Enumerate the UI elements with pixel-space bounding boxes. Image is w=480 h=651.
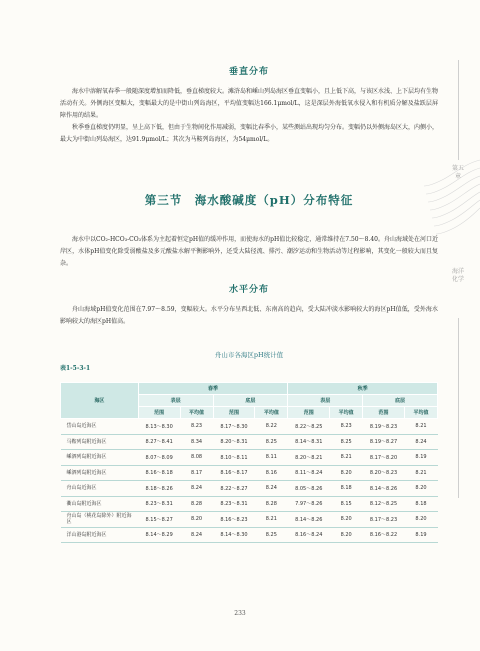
table-cell: 8.18～8.26 (138, 481, 180, 497)
table-row (61, 496, 438, 512)
table-cell: 8.15 (330, 496, 363, 512)
table-cell: 8.25 (255, 434, 288, 450)
wave-decoration (424, 150, 480, 260)
table-cell: 8.12～8.25 (363, 496, 405, 512)
table-row (61, 527, 438, 543)
table-cell-area: 洋山港岛附近海区 (61, 527, 139, 543)
table-cell: 8.22 (255, 419, 288, 435)
table-cell: 8.11～8.24 (288, 465, 330, 481)
table-cell: 8.20～8.23 (363, 465, 405, 481)
table-cell: 8.21 (330, 450, 363, 466)
vertical-distribution-heading: 垂直分布 (228, 67, 269, 77)
table-cell: 8.16 (255, 465, 288, 481)
table-cell: 8.20～8.21 (288, 450, 330, 466)
table-cell: 8.11 (255, 450, 288, 466)
table-cell: 8.23 (330, 419, 363, 435)
table-cell: 8.23～8.31 (138, 496, 180, 512)
horizontal-distribution-heading: 水平分布 (228, 285, 269, 295)
table-cell: 8.18 (404, 496, 437, 512)
header-mean: 平均值 (255, 407, 288, 419)
table-cell: 8.19～8.27 (363, 434, 405, 450)
header-autumn-bottom: 底层 (363, 395, 438, 407)
table-cell: 8.24 (404, 434, 437, 450)
table-cell: 8.20 (330, 465, 363, 481)
vertical-paragraph-2: 秋季垂直梯度仍明显，呈上高下低，但由于生物间化作用减弱，变幅比春季小，某些测站出现均匀分布。变幅仍以外侧海岛区大，内侧小，最大为中街山列岛海区，达91.9μmol/L；其次为马鞍列岛海区，为54μmol/L。 (60, 124, 439, 143)
table-body (61, 419, 438, 543)
table-row (61, 419, 438, 435)
side-divider-bottom (458, 318, 459, 498)
table-row (61, 481, 438, 497)
table-cell: 8.14～8.30 (213, 527, 255, 543)
table-cell: 8.16～8.18 (138, 465, 180, 481)
table-cell: 7.97～8.26 (288, 496, 330, 512)
table-cell-area: 嵊泗列岛附近海区 (61, 465, 139, 481)
header-range: 范围 (363, 407, 405, 419)
table-cell: 8.14～8.26 (363, 481, 405, 497)
header-range: 范围 (213, 407, 255, 419)
table-cell: 8.16～8.23 (213, 512, 255, 528)
table-cell: 8.16～8.17 (213, 465, 255, 481)
vertical-paragraph-1: 海水中溶解氧春季一般随深度增加而降低，垂直梯度较大。滩浒岛和嵊山列岛海区垂直变幅小，且上低下高，与该区水浅、上下层均有生物活动有关。外侧海区变幅大，变幅最大的是中街山列岛海区，平均值变幅达166.1μmol/L，这是深层外海低氧水侵入和有机质分解及盐跃层屏障作用的结果。 (60, 88, 439, 119)
table-cell: 8.19～8.23 (363, 419, 405, 435)
header-mean: 平均值 (330, 407, 363, 419)
main-content (60, 64, 438, 543)
header-area: 海区 (61, 383, 139, 419)
header-spring-bottom: 底层 (213, 395, 288, 407)
table-cell: 8.13～8.30 (138, 419, 180, 435)
table-cell-area: 舟山岛近海区 (61, 481, 139, 497)
table-cell: 8.15～8.27 (138, 512, 180, 528)
header-mean: 平均值 (404, 407, 437, 419)
table-cell: 8.16～8.24 (288, 527, 330, 543)
table-cell: 8.21 (255, 512, 288, 528)
table-cell: 8.24 (255, 481, 288, 497)
table-cell: 8.17～8.30 (213, 419, 255, 435)
table-cell: 8.24 (180, 527, 213, 543)
page-number: 233 (234, 610, 246, 617)
table-cell: 8.20 (404, 481, 437, 497)
table-cell: 8.20 (404, 512, 437, 528)
table-cell: 8.05～8.26 (288, 481, 330, 497)
table-cell-area: 嵊泗列岛附近海区 (61, 450, 139, 466)
table-cell-area: 舟山岛（桃花岛除外）附近海区 (61, 512, 139, 528)
topic-tab: 海洋化学 (452, 268, 465, 283)
table-cell: 8.22～8.27 (213, 481, 255, 497)
table-cell: 8.25 (330, 434, 363, 450)
header-autumn-surface: 表层 (288, 395, 363, 407)
table-cell: 8.08 (180, 450, 213, 466)
table-row (61, 450, 438, 466)
header-spring-surface: 表层 (138, 395, 213, 407)
table-cell: 8.23～8.31 (213, 496, 255, 512)
table-cell: 8.27～8.41 (138, 434, 180, 450)
header-mean: 平均值 (180, 407, 213, 419)
table-cell: 8.28 (180, 496, 213, 512)
table-cell: 8.25 (255, 527, 288, 543)
table-cell-area: 岱山岛近海区 (61, 419, 139, 435)
table-cell-area: 马鞍列岛附近海区 (61, 434, 139, 450)
table-cell: 8.14～8.26 (288, 512, 330, 528)
ph-intro-paragraph: 海水中以CO₂-HCO₃-CO₃体系为主起着恒定pH值的缓冲作用，而使海水的pH值比较稳定，通常维持在7.50～8.40。舟山海域处在河口近岸区，水体pH值变化除受弱酸盐及多元酸盐水解平衡影响外，还受大陆径流、排污、潮汐运动和生物活动等过程影响，其变化一般较大而且复杂。 (60, 236, 438, 267)
side-divider-top (458, 60, 459, 160)
table-title: 舟山市各海区pH统计值 (214, 351, 284, 359)
table-cell: 8.20 (180, 512, 213, 528)
ph-statistics-table (60, 382, 438, 543)
table-cell: 8.10～8.11 (213, 450, 255, 466)
chapter-tab: 第五章 (452, 165, 465, 180)
horizontal-paragraph: 舟山海域pH值变化范围在7.97～8.59，变幅较大。水平分布呈西北低、东南高的趋向，受大陆冲淡水影响较大的海区pH值低，受外海水影响较大的海区pH值高。 (60, 306, 438, 325)
table-cell: 8.17～8.23 (363, 512, 405, 528)
table-cell: 8.16～8.22 (363, 527, 405, 543)
table-cell: 8.34 (180, 434, 213, 450)
table-cell: 8.21 (404, 419, 437, 435)
header-range: 范围 (138, 407, 180, 419)
table-row (61, 512, 438, 528)
header-autumn: 秋季 (288, 383, 438, 395)
table-cell: 8.20 (330, 512, 363, 528)
header-range: 范围 (288, 407, 330, 419)
table-cell: 8.19 (404, 450, 437, 466)
table-cell: 8.28 (255, 496, 288, 512)
table-cell: 8.22～8.25 (288, 419, 330, 435)
table-cell: 8.18 (330, 481, 363, 497)
header-spring: 春季 (138, 383, 288, 395)
table-row (61, 465, 438, 481)
table-row (61, 434, 438, 450)
table-cell: 8.20～8.31 (213, 434, 255, 450)
table-cell: 8.23 (180, 419, 213, 435)
table-cell: 8.14～8.29 (138, 527, 180, 543)
table-cell: 8.14～8.31 (288, 434, 330, 450)
table-label: 表1-5-3-1 (60, 365, 91, 372)
table-cell: 8.24 (180, 481, 213, 497)
table-cell: 8.19 (404, 527, 437, 543)
table-cell: 8.07～8.09 (138, 450, 180, 466)
table-cell: 8.17 (180, 465, 213, 481)
table-cell: 8.20 (330, 527, 363, 543)
table-cell: 8.17～8.20 (363, 450, 405, 466)
table-cell-area: 衢山岛附近海区 (61, 496, 139, 512)
table-cell: 8.21 (404, 465, 437, 481)
section-title: 第三节 海水酸碱度（pH）分布特征 (144, 193, 354, 207)
